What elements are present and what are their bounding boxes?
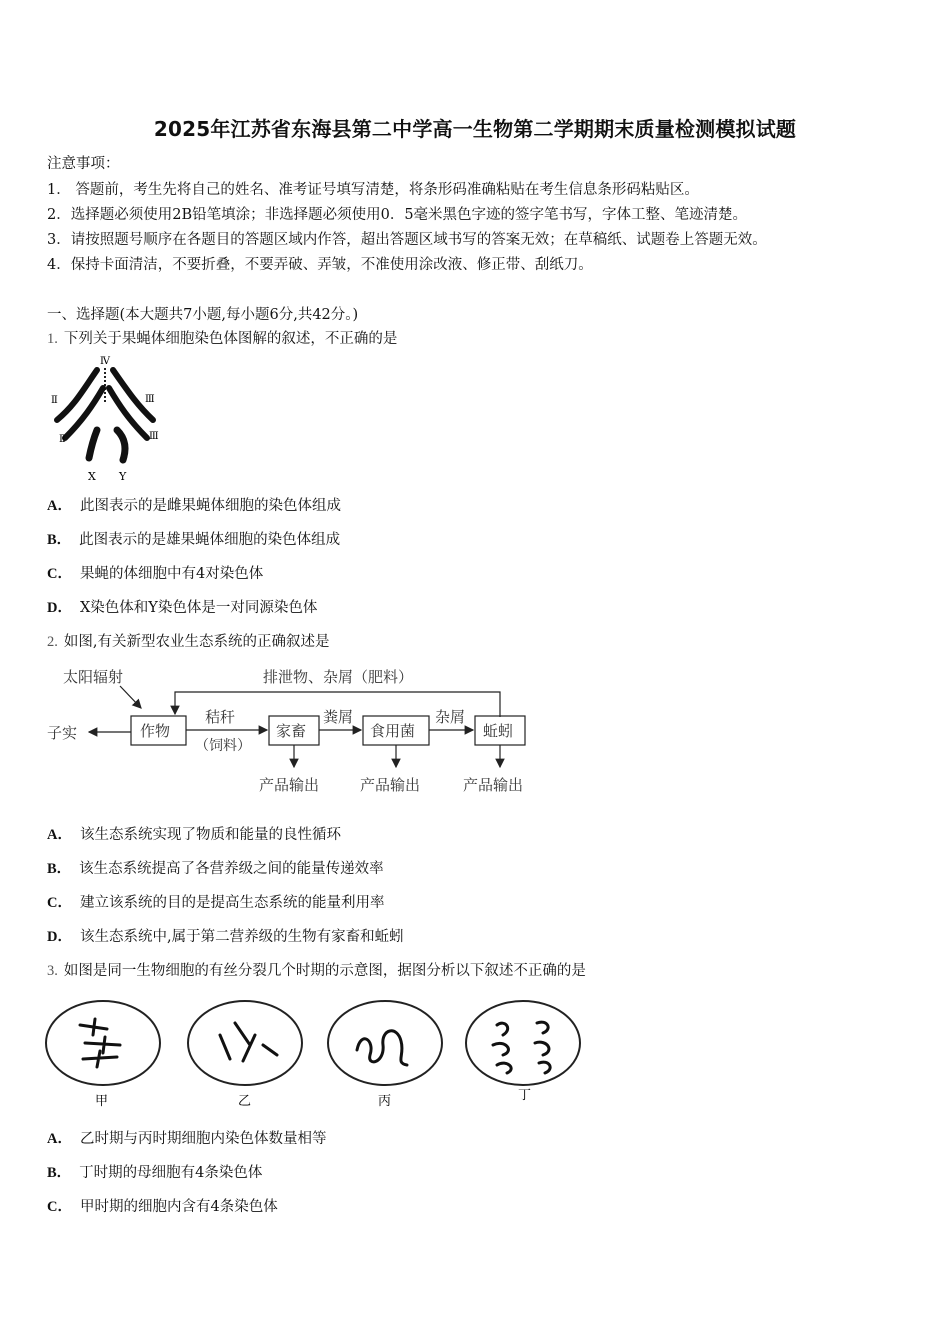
label-livestock: 家畜: [276, 722, 307, 740]
label-bing: 丙: [378, 1094, 392, 1109]
cell-yi: [188, 1001, 302, 1085]
label-iii-lower: Ⅲ: [149, 431, 159, 442]
notice-heading: 注意事项：: [47, 156, 120, 172]
label-yi: 乙: [238, 1094, 252, 1109]
question-2-option-b[interactable]: B． 该生态系统提高了各营养级之间的能量传递效率: [47, 861, 384, 877]
question-number: 1.: [47, 331, 58, 347]
question-number: 3.: [47, 963, 58, 979]
label-ii-upper: Ⅱ: [51, 395, 58, 406]
question-text: 如图,有关新型农业生态系统的正确叙述是: [63, 634, 330, 650]
label-iv: Ⅳ: [100, 356, 110, 367]
chromosomes-yi: [220, 1023, 277, 1061]
notice-item-1: 1． 答题前，考生先将自己的姓名、准考证号填写清楚，将条形码准确粘贴在考生信息条形码粘贴区。: [47, 182, 699, 198]
arrow-sun-crop: [120, 686, 141, 708]
question-text: 如图是同一生物细胞的有丝分裂几个时期的示意图，据图分析以下叙述不正确的是: [63, 963, 586, 979]
notice-item-4: 4．保持卡面清洁，不要折叠，不要弄破、弄皱，不准使用涂改液、修正带、刮纸刀。: [47, 257, 593, 273]
cell-ding: [466, 1001, 580, 1085]
label-output-2: 产品输出: [360, 776, 421, 794]
mitosis-cells-figure: [45, 995, 585, 1110]
question-2-option-c[interactable]: C． 建立该系统的目的是提高生态系统的能量利用率: [47, 895, 385, 911]
label-feed: （饲料）: [195, 738, 251, 754]
question-text: 下列关于果蝇体细胞染色体图解的叙述，不正确的是: [63, 331, 398, 347]
chromosomes-ding: [493, 1022, 550, 1073]
chromosome-x: [89, 430, 97, 458]
label-jia: 甲: [95, 1094, 109, 1109]
label-earthworm: 蚯蚓: [483, 722, 514, 740]
question-2-option-d[interactable]: D． 该生态系统中,属于第二营养级的生物有家畜和蚯蚓: [47, 929, 404, 945]
notice-item-3: 3．请按照题号顺序在各题目的答题区域内作答，超出答题区域书写的答案无效；在草稿纸、试题卷上答题无效。: [47, 232, 767, 248]
question-1-option-c[interactable]: C． 果蝇的体细胞中有4对染色体: [47, 566, 264, 582]
label-fungus: 食用菌: [370, 722, 416, 740]
label-output-1: 产品输出: [259, 776, 320, 794]
question-1-option-d[interactable]: D． X染色体和Y染色体是一对同源染色体: [47, 600, 318, 616]
question-3-option-b[interactable]: B． 丁时期的母细胞有4条染色体: [47, 1165, 263, 1181]
label-ii-lower: Ⅱ: [59, 434, 66, 445]
label-sun: 太阳辐射: [63, 668, 124, 686]
label-debris: 杂屑: [435, 708, 466, 726]
question-3-option-c[interactable]: C． 甲时期的细胞内含有4条染色体: [47, 1199, 278, 1215]
question-number: 2.: [47, 634, 58, 650]
question-1-option-a[interactable]: A． 此图表示的是雌果蝇体细胞的染色体组成: [47, 498, 341, 514]
question-1-option-b[interactable]: B． 此图表示的是雄果蝇体细胞的染色体组成: [47, 532, 341, 548]
label-iii-upper: Ⅲ: [145, 394, 155, 405]
question-2-stem: [47, 630, 329, 651]
label-x: X: [88, 470, 96, 483]
label-seed: 子实: [47, 724, 78, 742]
question-3-option-a[interactable]: A． 乙时期与丙时期细胞内染色体数量相等: [47, 1131, 327, 1147]
label-output-3: 产品输出: [463, 776, 524, 794]
chromosome-ii-upper: [57, 370, 97, 420]
label-waste: 排泄物、杂屑（肥料）: [263, 668, 414, 686]
label-straw: 秸秆: [205, 708, 236, 726]
notice-item-2: 2．选择题必须使用2B铅笔填涂；非选择题必须使用0．5毫米黑色字迹的签字笔书写，字体工整、笔迹清楚。: [47, 207, 748, 223]
question-2-option-a[interactable]: A． 该生态系统实现了物质和能量的良性循环: [47, 827, 341, 843]
label-manure: 粪屑: [323, 708, 354, 726]
label-y: Y: [119, 470, 127, 483]
chromosome-y: [117, 430, 125, 460]
section-heading: 一、选择题(本大题共7小题,每小题6分,共42分。): [47, 307, 359, 323]
question-1-stem: [47, 327, 397, 348]
chromosomes-jia: [80, 1019, 120, 1067]
fruit-fly-chromosome-figure: [45, 350, 175, 485]
page-title: 2025年江苏省东海县第二中学高一生物第二学期期末质量检测模拟试题: [153, 117, 797, 141]
label-ding: 丁: [518, 1088, 532, 1103]
ecosystem-flow-diagram: [45, 662, 545, 802]
cell-bing: [328, 1001, 442, 1085]
question-3-stem: [47, 959, 586, 980]
chromosomes-bing: [357, 1031, 407, 1065]
label-crop: 作物: [140, 722, 171, 740]
